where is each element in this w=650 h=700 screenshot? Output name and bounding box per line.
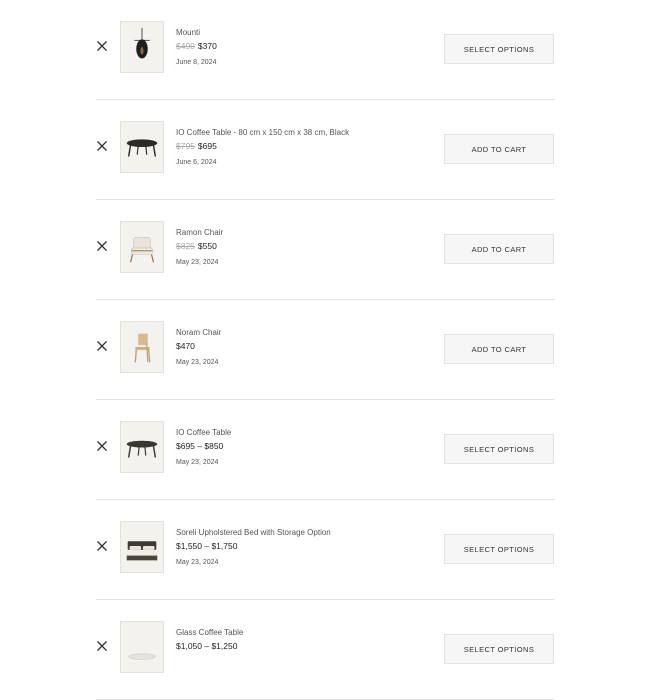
old-price: $825 xyxy=(176,241,195,251)
product-image-wood-chair[interactable] xyxy=(120,321,164,373)
date-added: May 23, 2024 xyxy=(176,259,219,266)
date-added: May 23, 2024 xyxy=(176,459,219,466)
wishlist-row xyxy=(96,200,554,300)
remove-close-icon[interactable] xyxy=(96,640,108,652)
product-name[interactable]: Noram Chair xyxy=(176,328,222,337)
date-added: May 23, 2024 xyxy=(176,359,219,366)
product-price xyxy=(176,241,217,251)
wishlist-row xyxy=(96,100,554,200)
select-options-button[interactable]: SELECT OPTIONS xyxy=(444,434,554,464)
product-image-coffee-table[interactable] xyxy=(120,121,164,173)
remove-close-icon[interactable] xyxy=(96,140,108,152)
wishlist-row xyxy=(96,500,554,600)
product-name[interactable]: Mounti xyxy=(176,28,201,37)
wishlist-row xyxy=(96,0,554,100)
current-price: $695 – $850 xyxy=(176,441,224,451)
product-image-armchair[interactable] xyxy=(120,221,164,273)
product-name[interactable]: Soreli Upholstered Bed with Storage Option xyxy=(176,528,331,537)
product-image-pendant-lamp[interactable] xyxy=(120,21,164,73)
product-name[interactable]: IO Coffee Table - 80 cm x 150 cm x 38 cm, Black xyxy=(176,128,350,137)
current-price: $1,050 – $1,250 xyxy=(176,641,238,651)
product-name[interactable]: Ramon Chair xyxy=(176,228,224,237)
product-price xyxy=(176,441,223,451)
date-added: May 23, 2024 xyxy=(176,559,219,566)
date-added: June 8, 2024 xyxy=(176,59,217,66)
remove-close-icon[interactable] xyxy=(96,40,108,52)
current-price: $550 xyxy=(197,241,217,251)
add-to-cart-button[interactable]: ADD TO CART xyxy=(444,334,554,364)
select-options-button[interactable]: SELECT OPTIONS xyxy=(444,534,554,564)
product-price xyxy=(176,141,217,151)
remove-close-icon[interactable] xyxy=(96,540,108,552)
current-price: $695 xyxy=(197,141,217,151)
product-name[interactable]: IO Coffee Table xyxy=(176,428,232,437)
date-added: June 6, 2024 xyxy=(176,159,217,166)
select-options-button[interactable]: SELECT OPTIONS xyxy=(444,34,554,64)
product-price xyxy=(176,541,237,551)
add-to-cart-button[interactable]: ADD TO CART xyxy=(444,134,554,164)
wishlist-row xyxy=(96,300,554,400)
old-price: $795 xyxy=(176,141,195,151)
remove-close-icon[interactable] xyxy=(96,340,108,352)
select-options-button[interactable]: SELECT OPTIONS xyxy=(444,634,554,664)
product-price xyxy=(176,41,217,51)
current-price: $1,550 – $1,750 xyxy=(176,541,238,551)
product-image-glass-table[interactable] xyxy=(120,621,164,673)
remove-close-icon[interactable] xyxy=(96,440,108,452)
add-to-cart-button[interactable]: ADD TO CART xyxy=(444,234,554,264)
product-image-coffee-table[interactable] xyxy=(120,421,164,473)
product-image-bed[interactable] xyxy=(120,521,164,573)
wishlist-row xyxy=(96,600,554,700)
current-price: $370 xyxy=(197,41,217,51)
old-price: $490 xyxy=(176,41,195,51)
wishlist-row xyxy=(96,400,554,500)
remove-close-icon[interactable] xyxy=(96,240,108,252)
product-price xyxy=(176,341,195,351)
product-name[interactable]: Glass Coffee Table xyxy=(176,628,244,637)
current-price: $470 xyxy=(176,341,195,351)
